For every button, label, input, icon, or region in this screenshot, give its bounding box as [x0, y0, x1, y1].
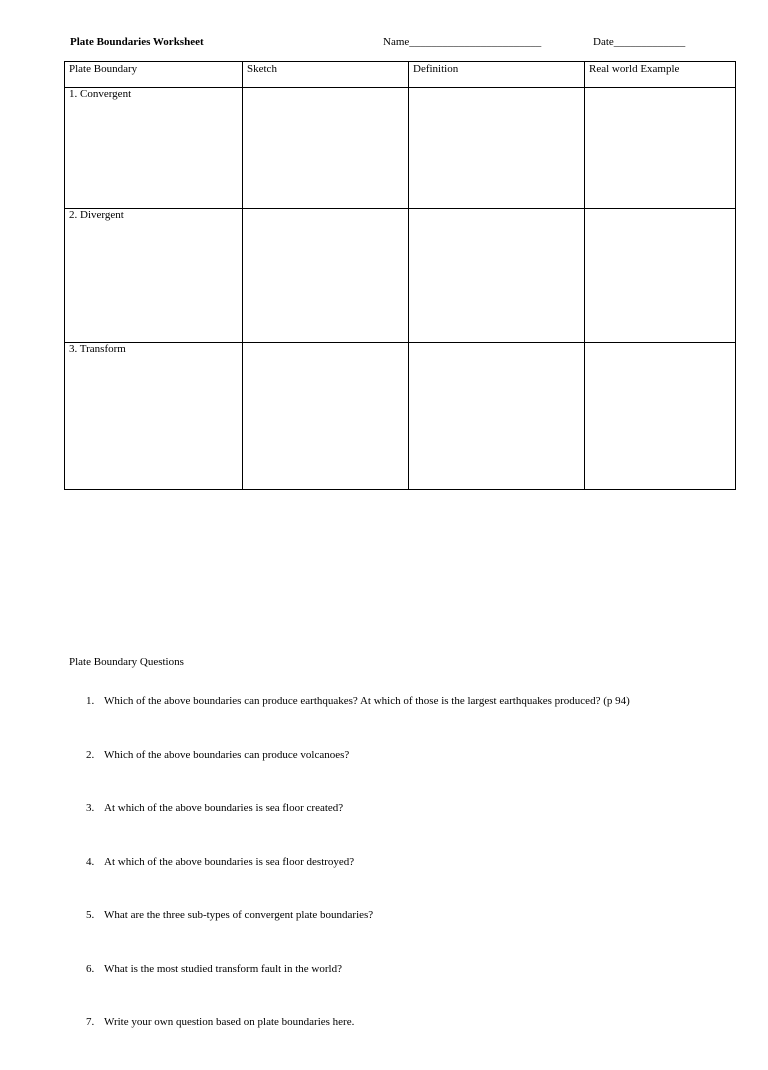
questions-list [69, 695, 749, 1070]
plate-boundaries-table [64, 61, 736, 490]
question-text: At which of the above boundaries is sea floor destroyed? [104, 855, 355, 868]
question-number: 4. [86, 855, 95, 868]
table-header-row [65, 62, 736, 88]
example-cell[interactable] [585, 343, 736, 490]
list-item [69, 749, 749, 803]
question-text: What is the most studied transform fault in the world? [104, 962, 342, 975]
list-item [69, 963, 749, 1017]
name-field[interactable]: Name________________________ [383, 36, 542, 48]
column-header-sketch: Sketch [243, 62, 409, 88]
sketch-cell[interactable] [243, 343, 409, 490]
definition-cell[interactable] [409, 209, 585, 343]
table-row [65, 88, 736, 209]
definition-cell[interactable] [409, 88, 585, 209]
question-number: 7. [86, 1016, 95, 1028]
row-label-convergent: 1. Convergent [65, 88, 243, 209]
sketch-cell[interactable] [243, 88, 409, 209]
question-text: Which of the above boundaries can produce volcanoes? [104, 748, 350, 761]
list-item [69, 909, 749, 963]
list-item [69, 856, 749, 910]
example-cell[interactable] [585, 209, 736, 343]
row-label-transform: 3. Transform [65, 343, 243, 490]
question-number: 6. [86, 962, 95, 975]
column-header-real-world-example: Real world Example [585, 62, 736, 88]
list-item [69, 1016, 749, 1070]
row-label-divergent: 2. Divergent [65, 209, 243, 343]
date-field[interactable]: Date_____________ [593, 36, 686, 48]
list-item [69, 695, 749, 749]
column-header-plate-boundary: Plate Boundary [65, 62, 243, 88]
question-text: Write your own question based on plate boundaries here. [104, 1016, 355, 1028]
question-number: 5. [86, 909, 95, 921]
table-row [65, 209, 736, 343]
question-number: 3. [86, 802, 95, 814]
definition-cell[interactable] [409, 343, 585, 490]
question-text: Which of the above boundaries can produce earthquakes? At which of those is the largest earthquakes produced? (p 94) [104, 695, 630, 707]
question-text: What are the three sub-types of convergent plate boundaries? [104, 909, 374, 921]
questions-heading: Plate Boundary Questions [69, 656, 184, 668]
list-item [69, 802, 749, 856]
page-title: Plate Boundaries Worksheet [70, 36, 204, 48]
table-row [65, 343, 736, 490]
example-cell[interactable] [585, 88, 736, 209]
sketch-cell[interactable] [243, 209, 409, 343]
question-text: At which of the above boundaries is sea floor created? [104, 802, 344, 814]
question-number: 2. [86, 748, 95, 761]
column-header-definition: Definition [409, 62, 585, 88]
question-number: 1. [86, 695, 95, 707]
